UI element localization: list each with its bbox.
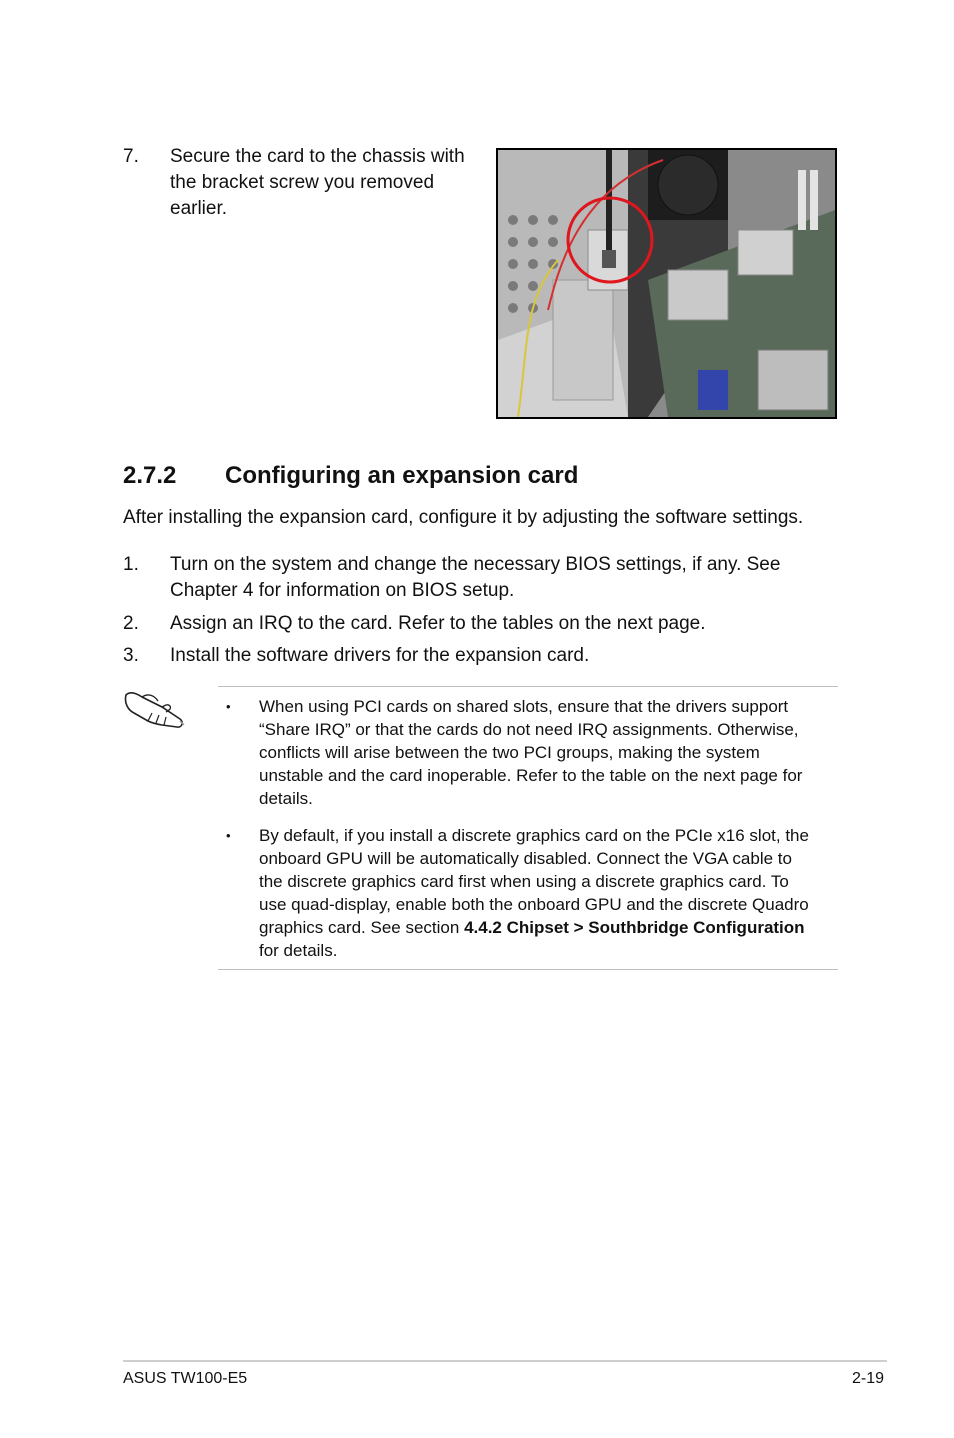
step-text-line: Install the software drivers for the expansion card.: [170, 645, 590, 666]
step-number: 2.: [123, 613, 139, 634]
step-text-line: earlier.: [170, 198, 228, 219]
bullet-line: use quad-display, enable both the onboard GPU and the discrete Quadro: [259, 895, 809, 914]
note-bottom-rule: [218, 969, 838, 970]
bullet-line: By default, if you install a discrete graphics card on the PCIe x16 slot, the: [259, 826, 809, 845]
section-heading: [123, 460, 578, 492]
footer-page-number: 2-19: [852, 1370, 885, 1387]
section-number: 2.7.2: [123, 462, 177, 489]
step-text-line: Turn on the system and change the necessary BIOS settings, if any. See: [170, 554, 781, 575]
step-number: 1.: [123, 554, 139, 575]
bullet-dot: •: [226, 828, 231, 843]
bullet-line: When using PCI cards on shared slots, ensure that the drivers support: [259, 697, 789, 716]
step-3: [123, 643, 843, 669]
bullet-line: “Share IRQ” or that the cards do not need IRQ assignments. Otherwise,: [259, 720, 799, 739]
note-bullet-2: [226, 824, 836, 964]
footer-product-name: ASUS TW100-E5: [123, 1370, 248, 1387]
bullet-line: for details.: [259, 941, 338, 960]
note-bullet-1: [226, 695, 836, 815]
bullet-line: onboard GPU will be automatically disabled. Connect the VGA cable to: [259, 849, 792, 868]
bullet-line: details.: [259, 789, 313, 808]
section-reference: 4.4.2 Chipset > Southbridge Configuration: [464, 918, 805, 937]
step-number: 3.: [123, 645, 139, 666]
step-text-line: Assign an IRQ to the card. Refer to the tables on the next page.: [170, 613, 706, 634]
section-intro: After installing the expansion card, configure it by adjusting the software settings.: [123, 507, 804, 528]
hand-pointer-icon: [122, 683, 186, 733]
step-text-line: Chapter 4 for information on BIOS setup.: [170, 580, 515, 601]
step-number: 7.: [123, 146, 139, 167]
step-text-line: Secure the card to the chassis with: [170, 146, 465, 167]
footer-rule: [123, 1360, 887, 1362]
section-title: Configuring an expansion card: [225, 462, 579, 489]
step-2: [123, 611, 843, 637]
bullet-dot: •: [226, 699, 231, 714]
bullet-text: graphics card. See section: [259, 918, 465, 937]
chassis-photo: [496, 148, 837, 419]
chassis-illustration: [498, 150, 835, 417]
bullet-line: the discrete graphics card first when using a discrete graphics card. To: [259, 872, 789, 891]
bullet-line: unstable and the card inoperable. Refer to the table on the next page for: [259, 766, 803, 785]
step-7: [123, 144, 483, 224]
step-text-line: the bracket screw you removed: [170, 172, 435, 193]
step-1: [123, 552, 843, 604]
bullet-line: conflicts will arise between the two PCI groups, making the system: [259, 743, 760, 762]
bullet-line: [259, 916, 829, 939]
note-top-rule: [218, 686, 838, 687]
